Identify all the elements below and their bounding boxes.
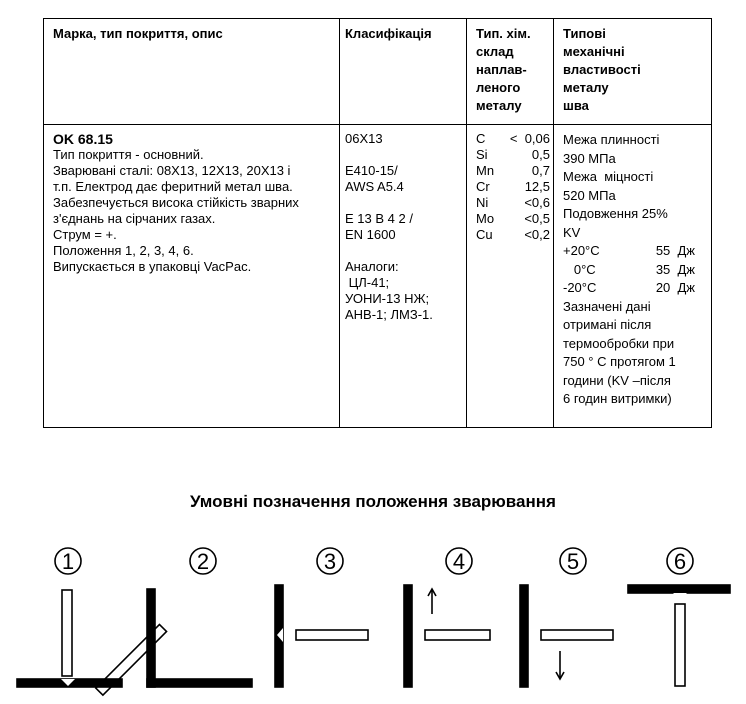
chem-row (476, 131, 550, 147)
header-mechanical-line: металу (563, 80, 609, 95)
chem-value: 0,5 (531, 147, 550, 162)
position-5-icon (520, 548, 613, 687)
en-class: E 13 B 4 2 / (345, 211, 413, 226)
chem-row (476, 179, 550, 195)
chem-row (476, 211, 550, 227)
en-class: EN 1600 (345, 227, 396, 242)
chem-row (476, 195, 550, 211)
chem-value: 0,7 (531, 163, 550, 178)
header-mechanical-line: властивості (563, 62, 641, 77)
header-mechanical-line: шва (563, 98, 589, 113)
chem-element: Cu (476, 227, 493, 242)
mech-line: Межа міцності (563, 169, 654, 184)
position-label: 3 (323, 549, 337, 574)
electrode-spec-table (43, 18, 712, 428)
kv-temp: -20°C (563, 280, 597, 295)
chem-row (476, 147, 550, 163)
analogs-label: Аналоги: (345, 259, 399, 274)
mech-note: 6 годин витримки) (563, 391, 672, 406)
kv-value: 20 Дж (655, 280, 695, 295)
welding-positions-diagram (0, 540, 746, 700)
product-line: з'єднань на сірчаних газах. (53, 211, 216, 226)
mech-note: години (KV –після (563, 372, 671, 388)
chemistry-cell (467, 125, 554, 428)
product-line: т.п. Електрод дає феритний метал шва. (53, 179, 293, 194)
mechanical-cell (554, 125, 712, 428)
chem-element: C (476, 131, 486, 146)
kv-value: 35 Дж (655, 261, 695, 277)
position-label: 4 (452, 549, 466, 574)
table-header-row (44, 19, 712, 125)
chem-element: Si (476, 147, 488, 162)
header-mechanical-line: Типові (563, 26, 606, 41)
chem-value: <0,6 (524, 195, 550, 210)
header-chemistry-line: наплав- (476, 62, 527, 77)
chem-value: <0,2 (524, 227, 550, 242)
header-classification: Класифікація (340, 19, 467, 125)
chem-element: Cr (476, 179, 490, 194)
kv-temp: 0°C (563, 261, 596, 277)
header-chemistry-line: леного (476, 80, 521, 95)
product-line: Струм = +. (53, 227, 117, 242)
product-line: Випускається в упаковці VacPac. (53, 259, 252, 274)
chem-row (476, 163, 550, 179)
mech-line: Подовження 25% (563, 206, 668, 221)
header-brand: Марка, тип покриття, опис (44, 19, 340, 125)
kv-temp: +20°C (563, 243, 600, 258)
product-name: OK 68.15 (53, 131, 113, 147)
mech-line: 390 МПа (563, 150, 616, 166)
analog-item: УОНИ-13 НЖ; (345, 291, 430, 306)
chem-element: Mo (476, 211, 495, 226)
position-6-icon (628, 548, 730, 686)
position-1-icon (17, 548, 122, 687)
chem-row (476, 227, 550, 243)
aws-class: E410-15/ (345, 163, 398, 178)
mech-note: 750 ° С протягом 1 (563, 354, 676, 369)
mech-line: 520 МПа (563, 187, 616, 203)
chem-value: 12,5 (524, 179, 550, 194)
kv-row (563, 261, 695, 280)
product-description-cell (44, 125, 340, 428)
header-chemistry (467, 19, 554, 125)
mech-line: Межа плинності (563, 132, 660, 147)
position-label: 1 (61, 549, 75, 574)
product-line: Забезпечується висока стійкість зварних (53, 195, 299, 210)
chem-value: < 0,06 (509, 131, 550, 146)
header-mechanical-line: механічні (563, 44, 625, 59)
kv-row (563, 279, 695, 298)
product-line: Положення 1, 2, 3, 4, 6. (53, 243, 194, 258)
kv-value: 55 Дж (655, 243, 695, 258)
mech-note: Зазначені дані (563, 298, 651, 314)
product-line: Тип покриття - основний. (53, 147, 204, 162)
analog-item: АНВ-1; ЛМЗ-1. (345, 307, 433, 322)
header-chemistry-line: металу (476, 98, 522, 113)
aws-class: AWS A5.4 (345, 179, 404, 194)
position-label: 6 (673, 549, 687, 574)
mech-note: отримані після (563, 317, 652, 332)
chem-element: Ni (476, 195, 489, 210)
mech-note: термообробки при (563, 335, 675, 351)
position-4-icon (404, 548, 490, 687)
position-3-icon (275, 548, 368, 687)
chem-element: Mn (476, 163, 495, 178)
classification-cell (340, 125, 467, 428)
analog-item: ЦЛ-41; (345, 275, 390, 290)
steel-grade: 06Х13 (345, 131, 383, 146)
product-line: Зварювані сталі: 08Х13, 12Х13, 20Х13 і (53, 163, 291, 178)
position-label: 5 (566, 549, 580, 574)
position-label: 2 (196, 549, 210, 574)
chem-value: <0,5 (524, 211, 550, 226)
header-chemistry-line: склад (476, 44, 514, 59)
header-chemistry-line: Тип. хім. (476, 26, 531, 41)
positions-title: Умовні позначення положення зварювання (190, 492, 556, 511)
kv-row (563, 242, 695, 261)
table-row (44, 125, 712, 428)
mech-line: KV (563, 224, 581, 240)
position-2-icon (96, 548, 252, 695)
header-mechanical (554, 19, 712, 125)
